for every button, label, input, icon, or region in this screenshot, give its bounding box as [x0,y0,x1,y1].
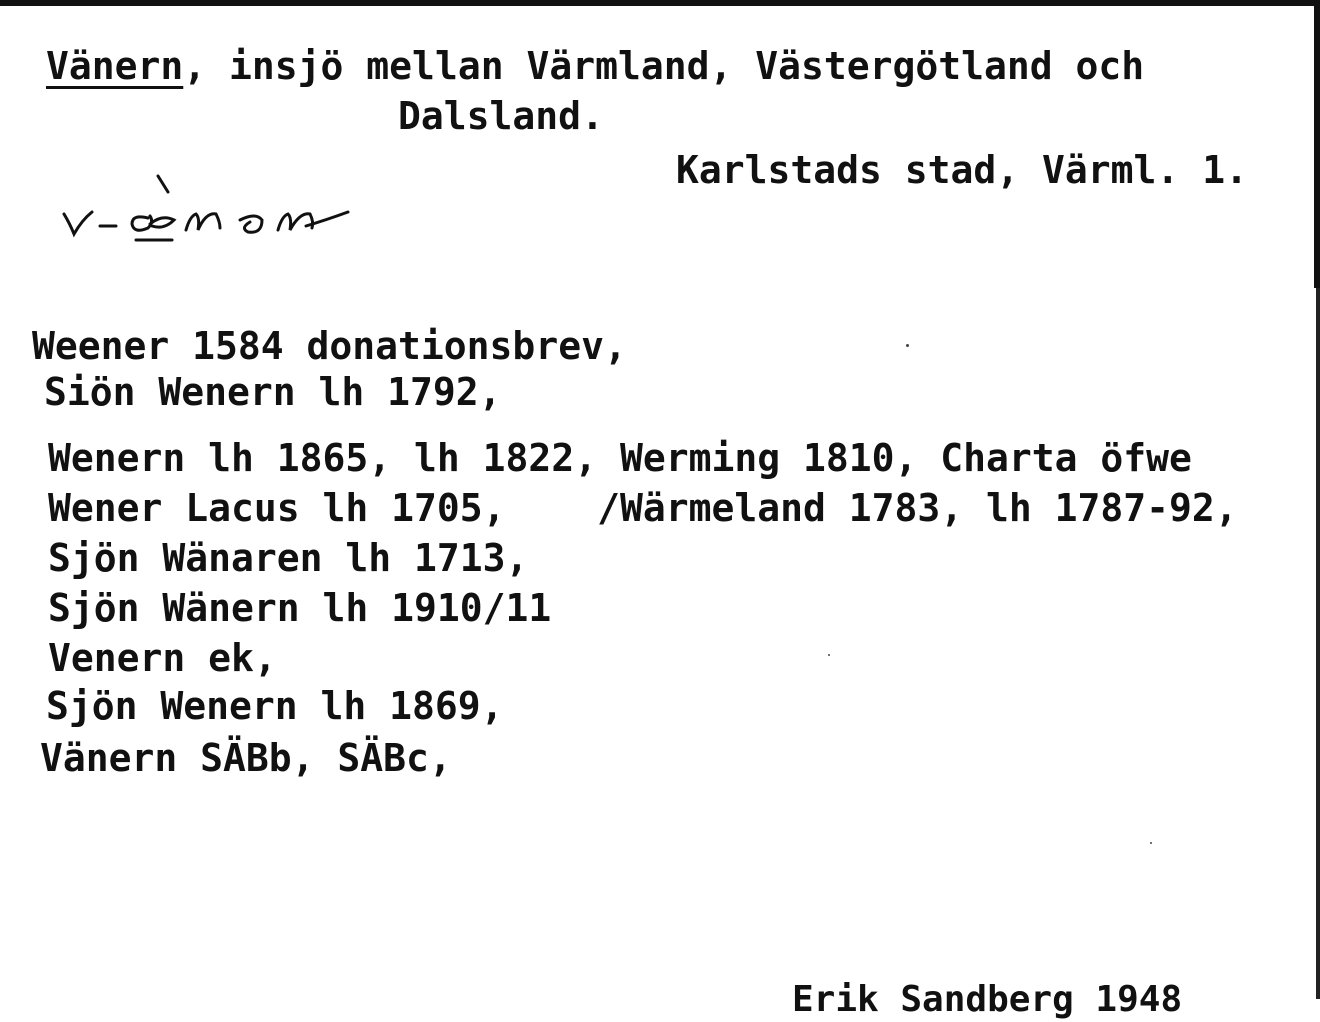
heading-description: , insjö mellan Värmland, Västergötland och [183,44,1145,88]
handwritten-pronunciation [56,164,366,264]
entry-line: Sjön Wänern lh 1910/11 [48,586,552,630]
entry-line: Siön Wenern lh 1792, [44,370,502,414]
footer-signature: Erik Sandberg 1948 [792,979,1183,1020]
heading-line-1 [46,44,1144,88]
entry-line: Wener Lacus lh 1705, /Wärmeland 1783, lh 1787-92, [48,486,1238,530]
entry-line: Wenern lh 1865, lh 1822, Werming 1810, Charta öfwe [48,436,1192,480]
heading-line-2: Dalsland. [398,94,604,138]
scan-speck [906,344,909,347]
card-right-edge-lower [1316,288,1320,999]
place-name: Vänern [46,44,184,88]
card-right-edge [1314,0,1320,288]
entry-line: Weener 1584 donationsbrev, [32,324,627,368]
scan-speck [828,654,830,656]
entry-line: Vänern SÄBb, SÄBc, [40,736,452,780]
location-reference: Karlstads stad, Värml. 1. [676,148,1248,192]
scan-speck [1150,842,1152,844]
entry-line: Sjön Wänaren lh 1713, [48,536,529,580]
entry-line: Venern ek, [48,636,277,680]
entry-line: Sjön Wenern lh 1869, [46,684,504,728]
card-top-edge [0,0,1320,6]
